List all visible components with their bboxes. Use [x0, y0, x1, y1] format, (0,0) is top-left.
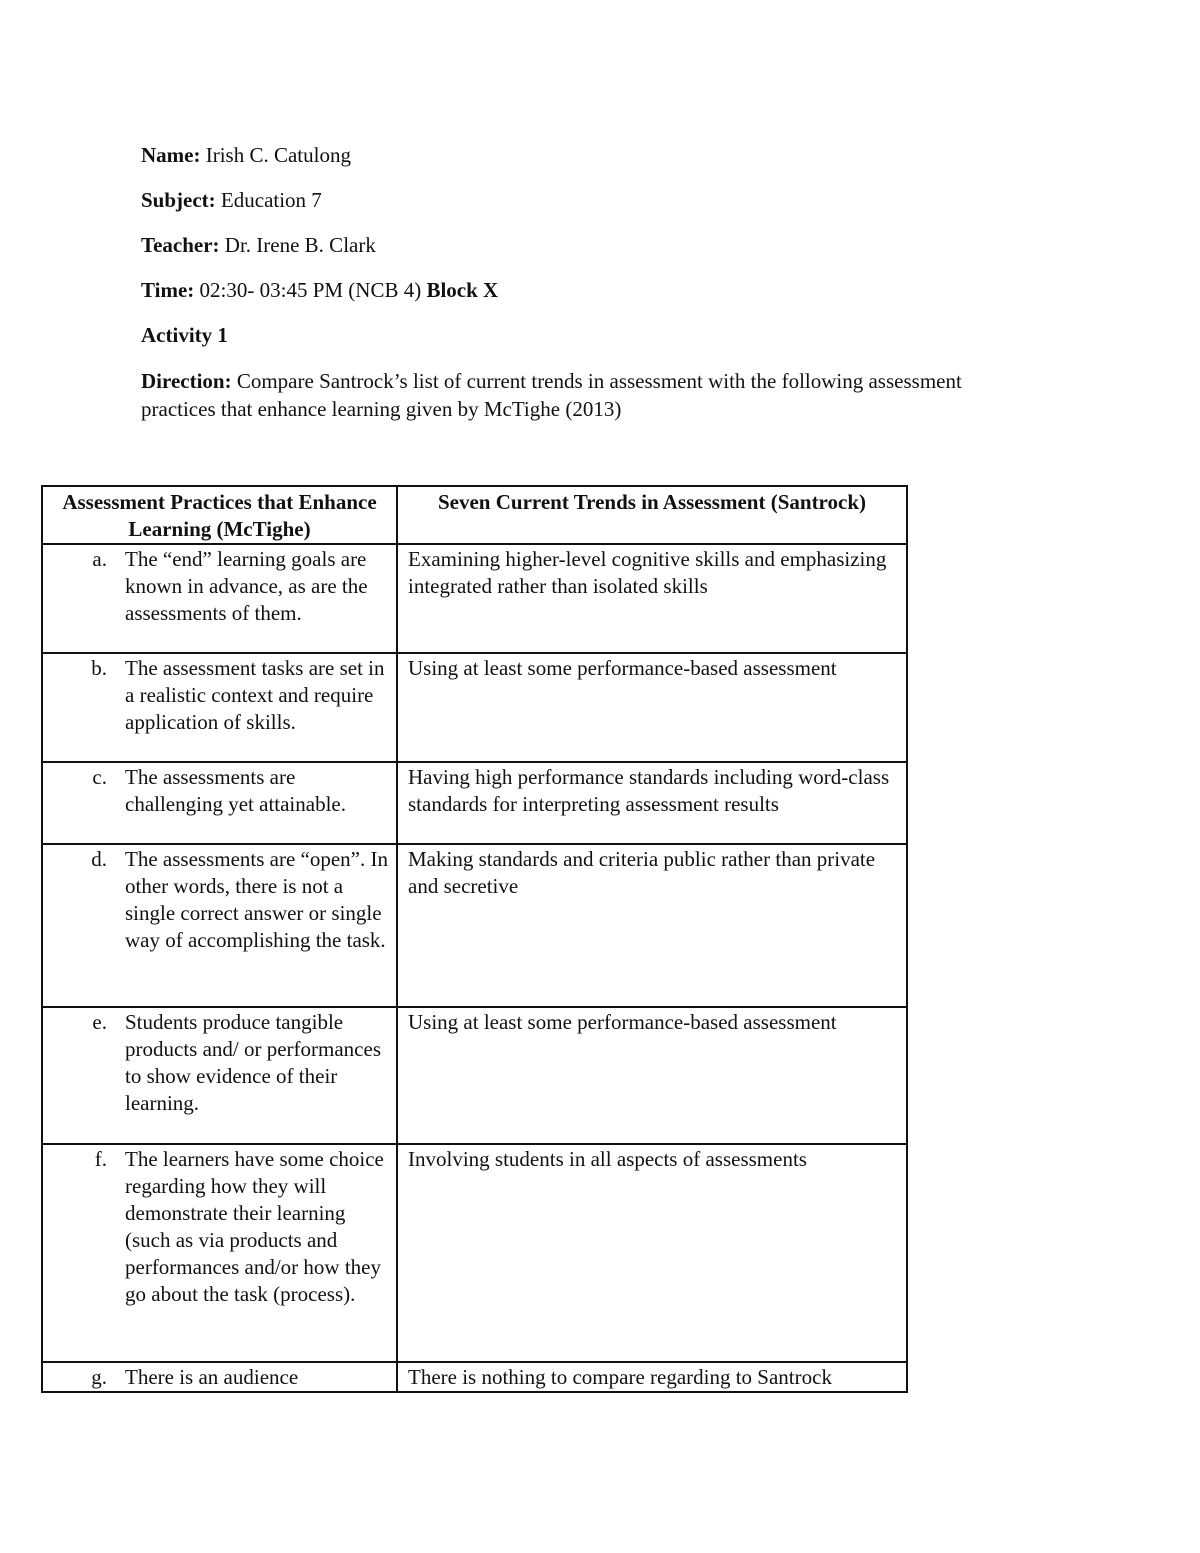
time-value: 02:30- 03:45 PM (NCB 4)	[199, 278, 422, 302]
teacher-line	[141, 232, 971, 258]
comparison-table	[41, 485, 908, 1393]
trend-cell	[397, 544, 907, 653]
trend-text: There is nothing to compare regarding to Santrock	[408, 1365, 832, 1389]
activity-title-line	[141, 322, 971, 348]
trend-cell	[397, 844, 907, 1007]
trend-cell	[397, 1007, 907, 1144]
name-line	[141, 142, 971, 168]
practice-text: There is an audience	[125, 1365, 299, 1389]
teacher-label: Teacher:	[141, 233, 220, 257]
trend-text: Having high performance standards including word-class standards for interpreting assessment results	[408, 765, 890, 816]
practice-cell	[42, 1144, 397, 1362]
table-header-row	[42, 486, 907, 544]
direction-label: Direction:	[141, 369, 232, 393]
direction-paragraph	[141, 367, 971, 423]
practice-cell	[42, 1007, 397, 1144]
document-header	[141, 142, 971, 423]
practice-cell	[42, 653, 397, 762]
practice-cell	[42, 844, 397, 1007]
row-letter: a.	[92, 547, 107, 571]
name-value: Irish C. Catulong	[205, 143, 351, 167]
practice-text: The assessment tasks are set in a realistic context and require application of skills.	[125, 656, 385, 734]
time-label: Time:	[141, 278, 195, 302]
practice-text: The assessments are challenging yet attainable.	[125, 765, 346, 816]
table-row	[42, 544, 907, 653]
col-header-practices: Assessment Practices that Enhance Learning (McTighe)	[42, 486, 397, 544]
table-row	[42, 762, 907, 844]
trend-text: Involving students in all aspects of assessments	[408, 1147, 807, 1171]
practice-cell	[42, 1362, 397, 1392]
teacher-value: Dr. Irene B. Clark	[224, 233, 376, 257]
row-letter: f.	[94, 1147, 107, 1171]
table-row	[42, 1007, 907, 1144]
table-row	[42, 1362, 907, 1392]
row-letter: g.	[91, 1365, 107, 1389]
col-header-trends: Seven Current Trends in Assessment (Santrock)	[397, 486, 907, 544]
table-row	[42, 844, 907, 1007]
row-letter: c.	[92, 765, 107, 789]
direction-text: Compare Santrock’s list of current trends in assessment with the following assessment practices that enhance learning given by McTighe (2013)	[141, 369, 962, 421]
time-line	[141, 277, 971, 303]
table-row	[42, 1144, 907, 1362]
practice-text: The “end” learning goals are known in advance, as are the assessments of them.	[125, 547, 368, 625]
trend-cell	[397, 653, 907, 762]
practice-text: The learners have some choice regarding how they will demonstrate their learning (such as via products and performances and/or how they go about the task (process).	[125, 1147, 384, 1306]
block-label: Block X	[426, 278, 499, 302]
trend-cell	[397, 1144, 907, 1362]
table-row	[42, 653, 907, 762]
trend-cell	[397, 762, 907, 844]
practice-text: Students produce tangible products and/ or performances to show evidence of their learning.	[125, 1010, 381, 1115]
practice-cell	[42, 544, 397, 653]
activity-title: Activity 1	[141, 323, 228, 347]
subject-line	[141, 187, 971, 213]
subject-label: Subject:	[141, 188, 216, 212]
trend-text: Using at least some performance-based assessment	[408, 1010, 837, 1034]
name-label: Name:	[141, 143, 201, 167]
practice-cell	[42, 762, 397, 844]
trend-text: Making standards and criteria public rather than private and secretive	[408, 847, 876, 898]
subject-value: Education 7	[220, 188, 322, 212]
row-letter: b.	[91, 656, 107, 680]
practice-text: The assessments are “open”. In other words, there is not a single correct answer or single way of accomplishing the task.	[125, 847, 388, 952]
trend-cell	[397, 1362, 907, 1392]
row-letter: d.	[91, 847, 107, 871]
trend-text: Examining higher-level cognitive skills and emphasizing integrated rather than isolated skills	[408, 547, 887, 598]
trend-text: Using at least some performance-based assessment	[408, 656, 837, 680]
row-letter: e.	[92, 1010, 107, 1034]
